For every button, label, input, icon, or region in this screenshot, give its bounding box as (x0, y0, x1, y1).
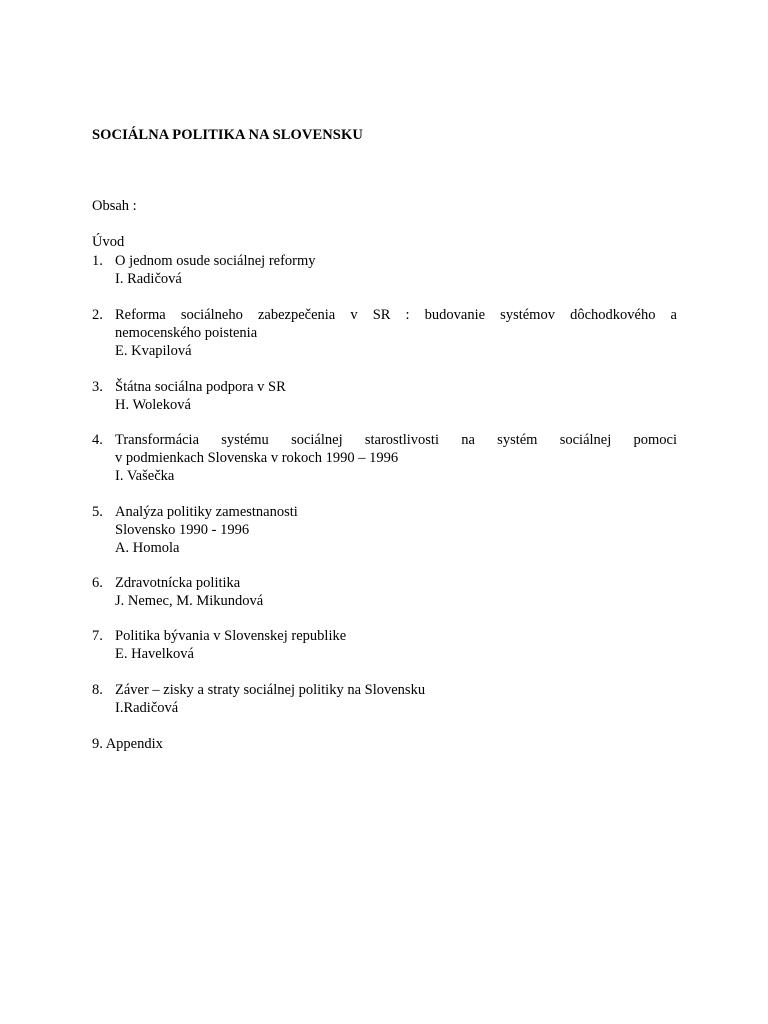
toc-item-title: Reforma sociálneho zabezpečenia v SR : budovanie systémov dôchodkového a (115, 307, 677, 323)
toc-intro: Úvod (92, 234, 125, 250)
toc-item-number: 6. (92, 575, 103, 591)
toc-item (92, 378, 677, 414)
toc-item-title: Analýza politiky zamestnanosti (115, 504, 298, 520)
toc-item-title-continued: Slovensko 1990 - 1996 (115, 522, 250, 538)
toc-item-number: 7. (92, 628, 103, 644)
toc-item-title: Transformácia systému sociálnej starostlivosti na systém sociálnej pomoci (115, 432, 677, 448)
toc-item-number: 8. (92, 682, 103, 698)
toc-item-author: E. Kvapilová (115, 343, 192, 359)
toc-item-author: I.Radičová (115, 700, 179, 716)
toc-item-appendix (92, 735, 677, 753)
toc-item (92, 252, 677, 288)
toc-item-title-continued: v podmienkach Slovenska v rokoch 1990 – 1996 (115, 450, 399, 466)
toc-item-author: I. Vašečka (115, 468, 175, 484)
toc-item-number: 3. (92, 379, 103, 395)
toc-item-author: H. Woleková (115, 397, 191, 413)
document-title: SOCIÁLNA POLITIKA NA SLOVENSKU (92, 127, 363, 143)
toc-item-number: 2. (92, 307, 103, 323)
contents-label: Obsah : (92, 198, 137, 214)
toc-item-number: 5. (92, 504, 103, 520)
toc-item-author: I. Radičová (115, 271, 182, 287)
toc-item-title-continued: nemocenského poistenia (115, 325, 258, 341)
toc-item-number: 4. (92, 432, 103, 448)
toc-item (92, 306, 677, 360)
toc-item (92, 627, 677, 663)
toc-item (92, 681, 677, 717)
toc-item-title: Záver – zisky a straty sociálnej politiky na Slovensku (115, 682, 426, 698)
toc-item-number: 1. (92, 253, 103, 269)
toc-item-author: J. Nemec, M. Mikundová (115, 593, 264, 609)
toc-item-title: O jednom osude sociálnej reformy (115, 253, 316, 269)
toc-item-author: A. Homola (115, 540, 180, 556)
toc-item (92, 431, 677, 485)
appendix-label: 9. Appendix (92, 736, 163, 752)
toc-item-title: Zdravotnícka politika (115, 575, 241, 591)
toc-item-author: E. Havelková (115, 646, 194, 662)
toc-item-title: Politika bývania v Slovenskej republike (115, 628, 347, 644)
toc-item (92, 503, 677, 557)
toc-item-title: Štátna sociálna podpora v SR (115, 379, 286, 395)
toc-item (92, 574, 677, 610)
